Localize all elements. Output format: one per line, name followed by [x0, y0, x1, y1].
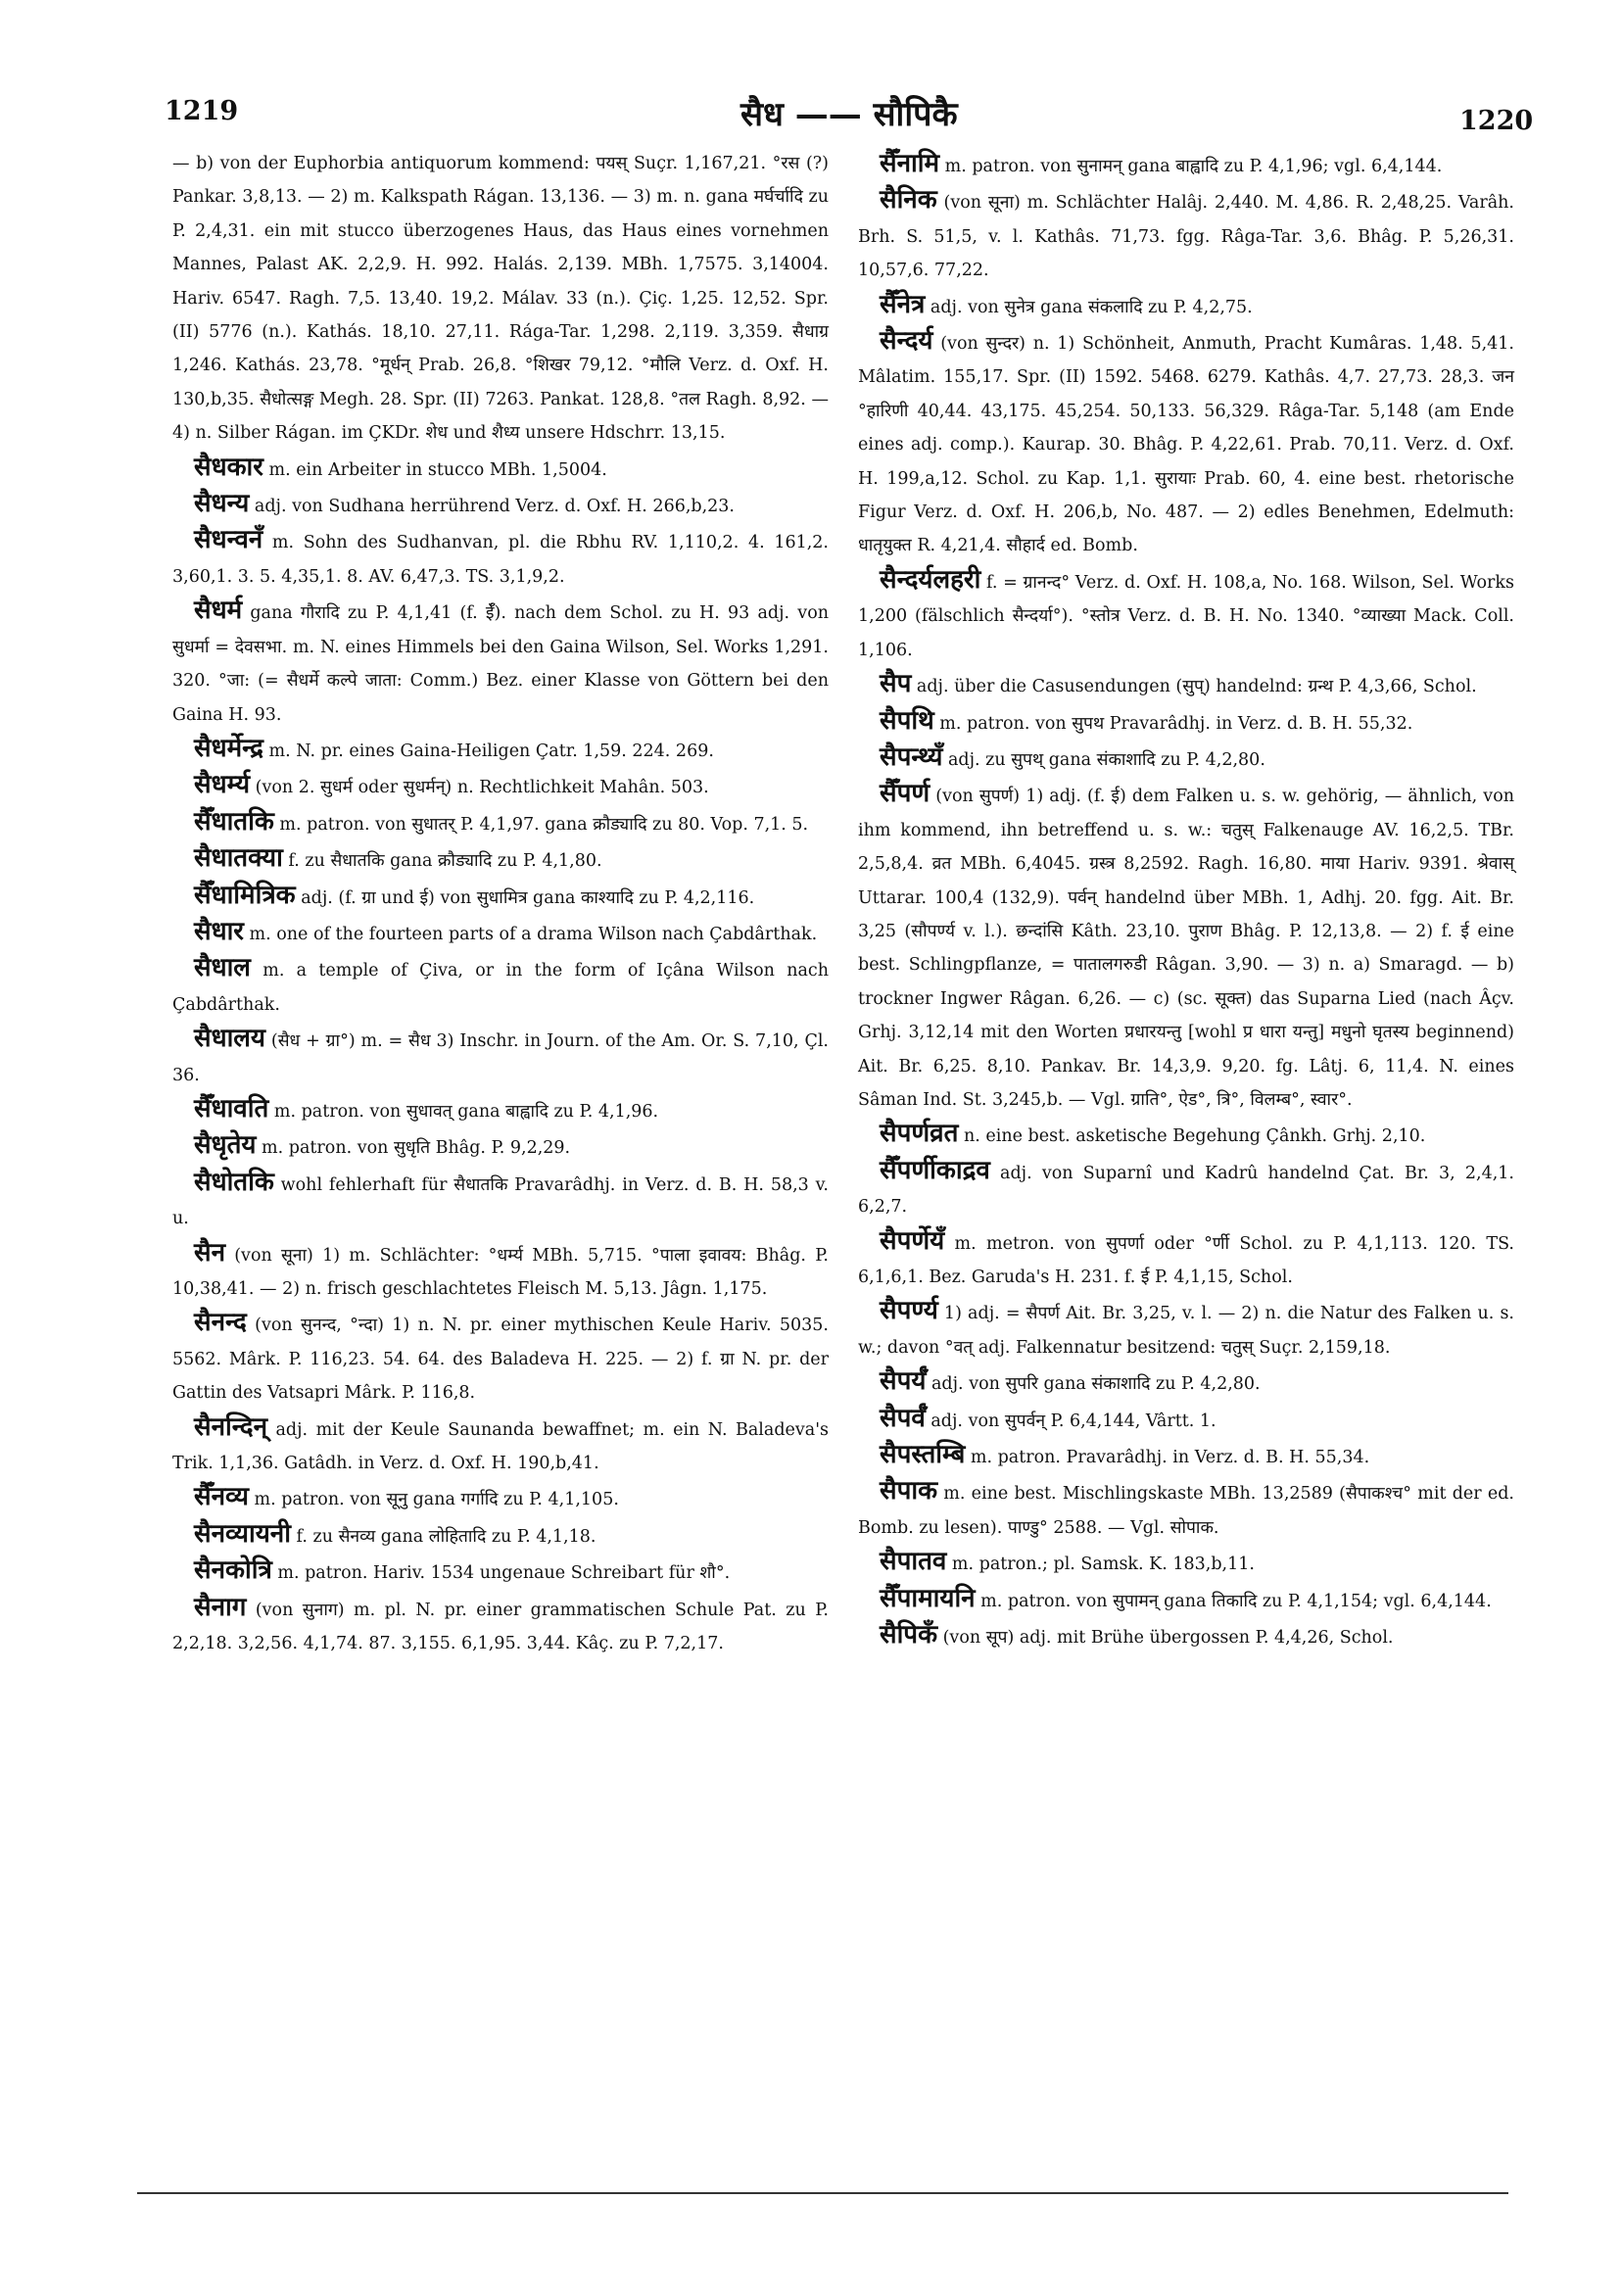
entry-text: m. patron. von सूनु gana गर्गादि zu P. 4,1,105.	[248, 1490, 619, 1510]
entry-text: m. patron. von सुधातर् P. 4,1,97. gana क्रौड्यादि zu 80. Vop. 7,1. 5.	[273, 814, 809, 835]
dictionary-entry	[172, 1128, 829, 1165]
entry-headword: सैधाल	[194, 953, 251, 983]
page-header	[0, 90, 1622, 139]
running-title: सैध —— सौपिकै	[740, 95, 958, 134]
entry-headword: सैनकोत्रि	[194, 1555, 272, 1586]
entry-headword: सैँपर्ण	[880, 779, 930, 809]
entry-text: m. patron. von सुपथ Pravarâdhj. in Verz. d. B. H. 55,32.	[933, 713, 1413, 734]
entry-text: m. a temple of Çiva, or in the form of Içâna Wilson nach Çabdârthak.	[172, 961, 829, 1015]
dictionary-entry	[858, 1545, 1514, 1581]
entry-headword: सैपन्थ्यँ	[880, 741, 943, 772]
entry-text: m. Sohn des Sudhanvan, pl. die Rbhu RV. 1,110,2. 4. 161,2. 3,60,1. 3. 5. 4,35,1. 8. AV. 6,47,3. TS. 3,1,9,2.	[172, 533, 829, 587]
entry-text: adj. von सुपरि gana संकाशादि zu P. 4,2,80.	[926, 1374, 1261, 1395]
entry-text: adj. (f. ग्रा und ई) von सुधामित्र gana काश्यादि zu P. 4,2,116.	[295, 887, 755, 908]
dictionary-entry	[172, 1480, 829, 1516]
entry-text: m. eine best. Mischlingskaste MBh. 13,2589 (सैपाकश्च° mit der ed. Bomb. zu lesen). पाण्डु° 2588. — Vgl. सोपाक.	[858, 1484, 1514, 1538]
dictionary-entry	[858, 1582, 1514, 1618]
dictionary-entry	[858, 1438, 1514, 1474]
footer-rule	[137, 2192, 1508, 2194]
dictionary-entry	[172, 594, 829, 732]
entry-text: adj. zu सुपथ् gana संकाशादि zu P. 4,2,80.	[942, 749, 1265, 770]
entry-headword: सैँपर्णीकाद्रव	[880, 1155, 990, 1185]
entry-text: f. zu सैनव्य gana लोहितादि zu P. 4,1,18.	[290, 1526, 596, 1547]
dictionary-entry	[858, 183, 1514, 287]
entry-text: n. eine best. asketische Begehung Çânkh. Grhj. 2,10.	[958, 1126, 1426, 1147]
entry-headword: सैधर्मेन्द्र	[194, 733, 263, 763]
entry-text: (von सुन्दर) n. 1) Schönheit, Anmuth, Pracht Kumâras. 1,48. 5,41. Mâlatim. 155,17. Spr. (II) 1592. 5468. 6279. Kathâs. 4,7. 27,73. 28,3. जन °हारिणी 40,44. 43,175. 45,254. 50,133. 56,329. Râga-Tar. 5,148 (am Ende eines adj. comp.). Kaurap. 30. Bhâg. P. 4,22,61. Prab. 70,11. Verz. d. Oxf. H. 199,a,12. Schol. zu Kap. 1,1. सुरायाः Prab. 60, 4. eine best. rhetorische Figur Verz. d. Oxf. H. 206,b, No. 487. — 2) edles Benehmen, Edelmuth: धातृयुक्त R. 4,21,4. सौहार्द ed. Bomb.	[858, 334, 1514, 556]
dictionary-entry	[858, 1618, 1514, 1654]
entry-headword: सैपर्णव्रत	[880, 1119, 959, 1149]
page-number-right: 1220	[1459, 106, 1534, 136]
entry-text: (von सूप) adj. mit Brühe übergossen P. 4,4,26, Schol.	[937, 1628, 1394, 1649]
entry-text: m. N. pr. eines Gaina-Heiligen Çatr. 1,59. 224. 269.	[262, 741, 714, 761]
dictionary-entry	[172, 805, 829, 841]
dictionary-entry	[172, 841, 829, 878]
entry-headword: सैन्दर्यलहरी	[880, 564, 981, 595]
entry-headword: सैपर्यँ	[880, 1366, 927, 1397]
entry-headword: सैधर्म	[194, 596, 243, 626]
right-column	[858, 147, 1514, 1654]
dictionary-entry	[172, 732, 829, 768]
entry-text: (von सूना) m. Schlächter Halâj. 2,440. M. 4,86. R. 2,48,25. Varâh. Brh. S. 51,5, v. l. Kathâs. 71,73. fgg. Râga-Tar. 3,6. Bhâg. P. 5,26,31. 10,57,6. 77,22.	[858, 193, 1514, 281]
entry-text: m. patron. von सुधृति Bhâg. P. 9,2,29.	[256, 1138, 571, 1159]
dictionary-entry	[858, 1117, 1514, 1153]
dictionary-entry	[172, 1166, 829, 1236]
entry-headword: सैधन्य	[194, 489, 250, 519]
entry-headword: सैधोतकि	[194, 1167, 274, 1197]
entry-headword: सैँधामित्रिक	[194, 880, 296, 910]
entry-headword: सैपाक	[880, 1476, 938, 1507]
entry-headword: सैनिक	[880, 185, 937, 215]
dictionary-entry	[858, 741, 1514, 777]
entry-text: 1) adj. = सैपर्ण Ait. Br. 3,25, v. l. — 2) n. die Natur des Falken u. s. w.; davon °वत् adj. Falkennatur besitzend: चतुस् Suçr. 2,159,18.	[858, 1304, 1514, 1358]
entry-text: wohl fehlerhaft für सैधातकि Pravarâdhj. in Verz. d. B. H. 58,3 v. u.	[172, 1174, 829, 1229]
entry-text: m. patron. von सुधावत् gana बाह्वादि zu P. 4,1,96.	[268, 1101, 659, 1122]
entry-text: (von सुनाग) m. pl. N. pr. einer grammatischen Schule Pat. zu P. 2,2,18. 3,2,56. 4,1,74. 87. 3,155. 6,1,95. 3,44. Kâç. zu P. 7,2,17.	[172, 1600, 829, 1654]
entry-text: adj. mit der Keule Saunanda bewaffnet; m. ein N. Baladeva's Trik. 1,1,36. Gatâdh. in Verz. d. Oxf. H. 190,b,41.	[172, 1419, 829, 1474]
entry-headword: सैँपामायनि	[880, 1583, 976, 1613]
dictionary-entry	[172, 915, 829, 951]
entry-headword: सैप	[880, 669, 912, 699]
page-number-left: 1219	[165, 96, 239, 126]
entry-text: m. patron. von सुनामन् gana बाह्वादि zu P. 4,1,96; vgl. 6,4,144.	[939, 157, 1443, 176]
entry-text: f. zu सैधातकि gana क्रौड्यादि zu P. 4,1,80.	[282, 851, 602, 872]
entry-headword: सैन्दर्य	[880, 326, 933, 357]
dictionary-entry	[172, 951, 829, 1022]
dictionary-entry	[172, 1022, 829, 1092]
entry-headword: सैपर्ण्य	[880, 1296, 938, 1326]
entry-text: m. ein Arbeiter in stucco MBh. 1,5004.	[262, 459, 607, 480]
entry-headword: सैँधावति	[194, 1093, 269, 1124]
entry-headword: सैपर्वँ	[880, 1403, 926, 1433]
dictionary-entry	[172, 487, 829, 523]
dictionary-entry	[858, 777, 1514, 1117]
dictionary-entry	[858, 667, 1514, 703]
entry-headword: सैधकार	[194, 452, 263, 482]
entry-headword: सैपस्तम्बि	[880, 1440, 966, 1470]
entry-text: m. one of the fourteen parts of a drama Wilson nach Çabdârthak.	[243, 924, 818, 944]
dictionary-entry	[858, 1364, 1514, 1401]
dictionary-entry	[172, 451, 829, 487]
dictionary-entry	[172, 1517, 829, 1554]
entry-text: (von सूना) 1) m. Schlächter: °धर्म्य MBh. 5,715. °पाला इवावय: Bhâg. P. 10,38,41. — 2) n. frisch geschlachtetes Fleisch M. 5,13. Jâgn. 1,175.	[172, 1245, 829, 1299]
dictionary-entry	[858, 1294, 1514, 1364]
dictionary-entry	[172, 1591, 829, 1661]
dictionary-entry	[172, 1554, 829, 1590]
entry-headword: सैधालय	[194, 1024, 266, 1054]
entry-text: f. = ग्रानन्द° Verz. d. Oxf. H. 108,a, No. 168. Wilson, Sel. Works 1,200 (fälschlich सैन्दर्या°). °स्तोत्र Verz. d. B. H. No. 1340. °व्याख्या Mack. Coll. 1,106.	[858, 572, 1514, 660]
entry-headword: सैँनेत्र	[880, 289, 926, 319]
entry-headword: सैपातव	[880, 1547, 947, 1577]
dictionary-entry	[858, 704, 1514, 741]
entry-text: adj. von Suparnî und Kadrû handelnd Çat. Br. 3, 2,4,1. 6,2,7.	[858, 1163, 1514, 1218]
entry-text: adj. von Sudhana herrührend Verz. d. Oxf. H. 266,b,23.	[249, 497, 735, 517]
entry-text: m. patron.; pl. Samsk. K. 183,b,11.	[946, 1555, 1255, 1575]
entry-text: (von 2. सुधर्म oder सुधर्मन्) n. Rechtlichkeit Mahân. 503.	[250, 778, 709, 798]
entry-headword: सैनन्दिन्	[194, 1411, 268, 1442]
dictionary-entry	[858, 288, 1514, 324]
entry-headword: सैधार	[194, 916, 244, 946]
entry-text: adj. von सुनेत्र gana संकलादि zu P. 4,2,75.	[925, 297, 1253, 317]
dictionary-entry	[858, 147, 1514, 183]
entry-text: m. patron. Hariv. 1534 ungenaue Schreibart für शौ°.	[271, 1563, 731, 1584]
dictionary-entry	[172, 1092, 829, 1128]
dictionary-entry	[172, 768, 829, 804]
dictionary-entry	[172, 1411, 829, 1481]
entry-headword: सैनाग	[194, 1592, 247, 1622]
dictionary-entry	[172, 147, 829, 451]
dictionary-entry	[172, 1306, 829, 1410]
entry-headword: सैनव्यायनी	[194, 1518, 291, 1549]
entry-text: — b) von der Euphorbia antiquorum kommend: पयस् Suçr. 1,167,21. °रस (?) Pankar. 3,8,13. — 2) m. Kalkspath Rágan. 13,136. — 3) m. n. gana मर्घर्चादि zu P. 2,4,31. ein mit stucco überzogenes Haus, das Haus eines vornehmen Mannes, Palast AK. 2,2,9. H. 992. Halás. 2,139. MBh. 1,7575. 3,14004. Hariv. 6547. Ragh. 7,5. 13,40. 19,2. Málav. 33 (n.). Çiç. 1,25. 12,52. Spr. (II) 5776 (n.). Kathás. 18,10. 27,11. Rága-Tar. 1,298. 2,119. 3,359. सैधाग्र 1,246. Kathás. 23,78. °मूर्धन् Prab. 26,8. °शिखर 79,12. °मौलि Verz. d. Oxf. H. 130,b,35. सैधोत्सङ्ग Megh. 28. Spr. (II) 7263. Pankat. 128,8. °तल Ragh. 8,92. — 4) n. Silber Rágan. im ÇKDr. शेध und शैध्य unsere Hdschrr. 13,15.	[172, 154, 829, 444]
entry-headword: सैधन्वनँ	[194, 525, 263, 555]
entry-headword: सैपिकँ	[880, 1620, 938, 1650]
dictionary-entry	[858, 563, 1514, 667]
dictionary-entry	[858, 1154, 1514, 1224]
entry-text: (सैध + ग्रा°) m. = सैध 3) Inschr. in Journ. of the Am. Or. S. 7,10, Çl. 36.	[172, 1031, 829, 1085]
dictionary-entry	[858, 1224, 1514, 1295]
entry-headword: सैनन्द	[194, 1308, 247, 1338]
entry-headword: सैधर्म्य	[194, 770, 251, 800]
dictionary-entry	[172, 523, 829, 594]
dictionary-entry	[858, 324, 1514, 563]
entry-text: (von सुनन्द, °न्दा) 1) n. N. pr. einer mythischen Keule Hariv. 5035. 5562. Mârk. P. 116,23. 54. 64. des Baladeva H. 225. — 2) f. ग्रा N. pr. der Gattin des Vatsapri Mârk. P. 116,8.	[172, 1315, 829, 1404]
entry-headword: सैँनामि	[880, 149, 940, 178]
entry-text: m. metron. von सुपर्णा oder °र्णी Schol. zu P. 4,1,113. 120. TS. 6,1,6,1. Bez. Garuda's H. 231. f. ई P. 4,1,15, Schol.	[858, 1233, 1514, 1287]
entry-headword: सैँधातकि	[194, 806, 274, 837]
dictionary-entry	[172, 1236, 829, 1307]
entry-text: (von सुपर्ण) 1) adj. (f. ई) dem Falken u. s. w. gehörig, — ähnlich, von ihm kommend, ihn betreffend u. s. w.: चतुस् Falkenauge AV. 16,2,5. TBr. 2,5,8,4. व्रत MBh. 6,4045. ग्रस्त्र 8,2592. Ragh. 16,80. माया Hariv. 9391. श्रेवास् Uttarar. 100,4 (132,9). पर्वन् handelnd über MBh. 1, Adhj. 20. fgg. Ait. Br. 3,25 (सौपर्ण्य v. l.). छन्दांसि Kâth. 23,10. पुराण Bhâg. P. 12,13,8. — 2) f. ई eine best. Schlingpflanze, = पातालगरुडी Râgan. 3,90. — 3) n. a) Smaragd. — b) trockner Ingwer Râgan. 6,26. — c) (sc. सूक्त) das Suparna Lied (nach Âçv. Grhj. 3,12,14 mit den Worten प्रधारयन्तु [wohl प्र धारा यन्तु] मधुनो घृतस्य beginnend) Ait. Br. 6,25. 8,10. Pankav. Br. 14,3,9. 9,20. fg. Lâtj. 6, 11,4. N. eines Sâman Ind. St. 3,245,b. — Vgl. ग्राति°, ऐड°, त्रि°, विलम्ब°, स्वार°.	[858, 787, 1514, 1110]
entry-headword: सैन	[194, 1237, 226, 1268]
dictionary-entry	[172, 879, 829, 915]
entry-text: m. patron. von सुपामन् gana तिकादि zu P. 4,1,154; vgl. 6,4,144.	[975, 1591, 1492, 1611]
entry-headword: सैधृतेय	[194, 1130, 257, 1161]
entry-text: m. patron. Pravarâdhj. in Verz. d. B. H. 55,34.	[965, 1448, 1370, 1468]
left-column	[172, 147, 829, 1660]
entry-headword: सैपथि	[880, 705, 934, 736]
entry-headword: सैँनव्य	[194, 1482, 249, 1512]
entry-headword: सैधातक्या	[194, 843, 283, 874]
entry-text: gana गौरादि zu P. 4,1,41 (f. ईँ). nach dem Schol. zu H. 93 adj. von सुधर्मा = देवसभा. m. N. eines Himmels bei den Gaina Wilson, Sel. Works 1,291. 320. °जा: (= सैधर्मे कल्पे जाता: Comm.) Bez. einer Klasse von Göttern bei den Gaina H. 93.	[172, 603, 829, 725]
dictionary-entry	[858, 1474, 1514, 1545]
dictionary-entry	[858, 1402, 1514, 1438]
entry-headword: सैपर्णेयँ	[880, 1225, 945, 1256]
entry-text: adj. über die Casusendungen (सुप्) handelnd: ग्रन्थ P. 4,3,66, Schol.	[911, 677, 1477, 697]
entry-text: adj. von सुपर्वन् P. 6,4,144, Vârtt. 1.	[925, 1411, 1216, 1431]
